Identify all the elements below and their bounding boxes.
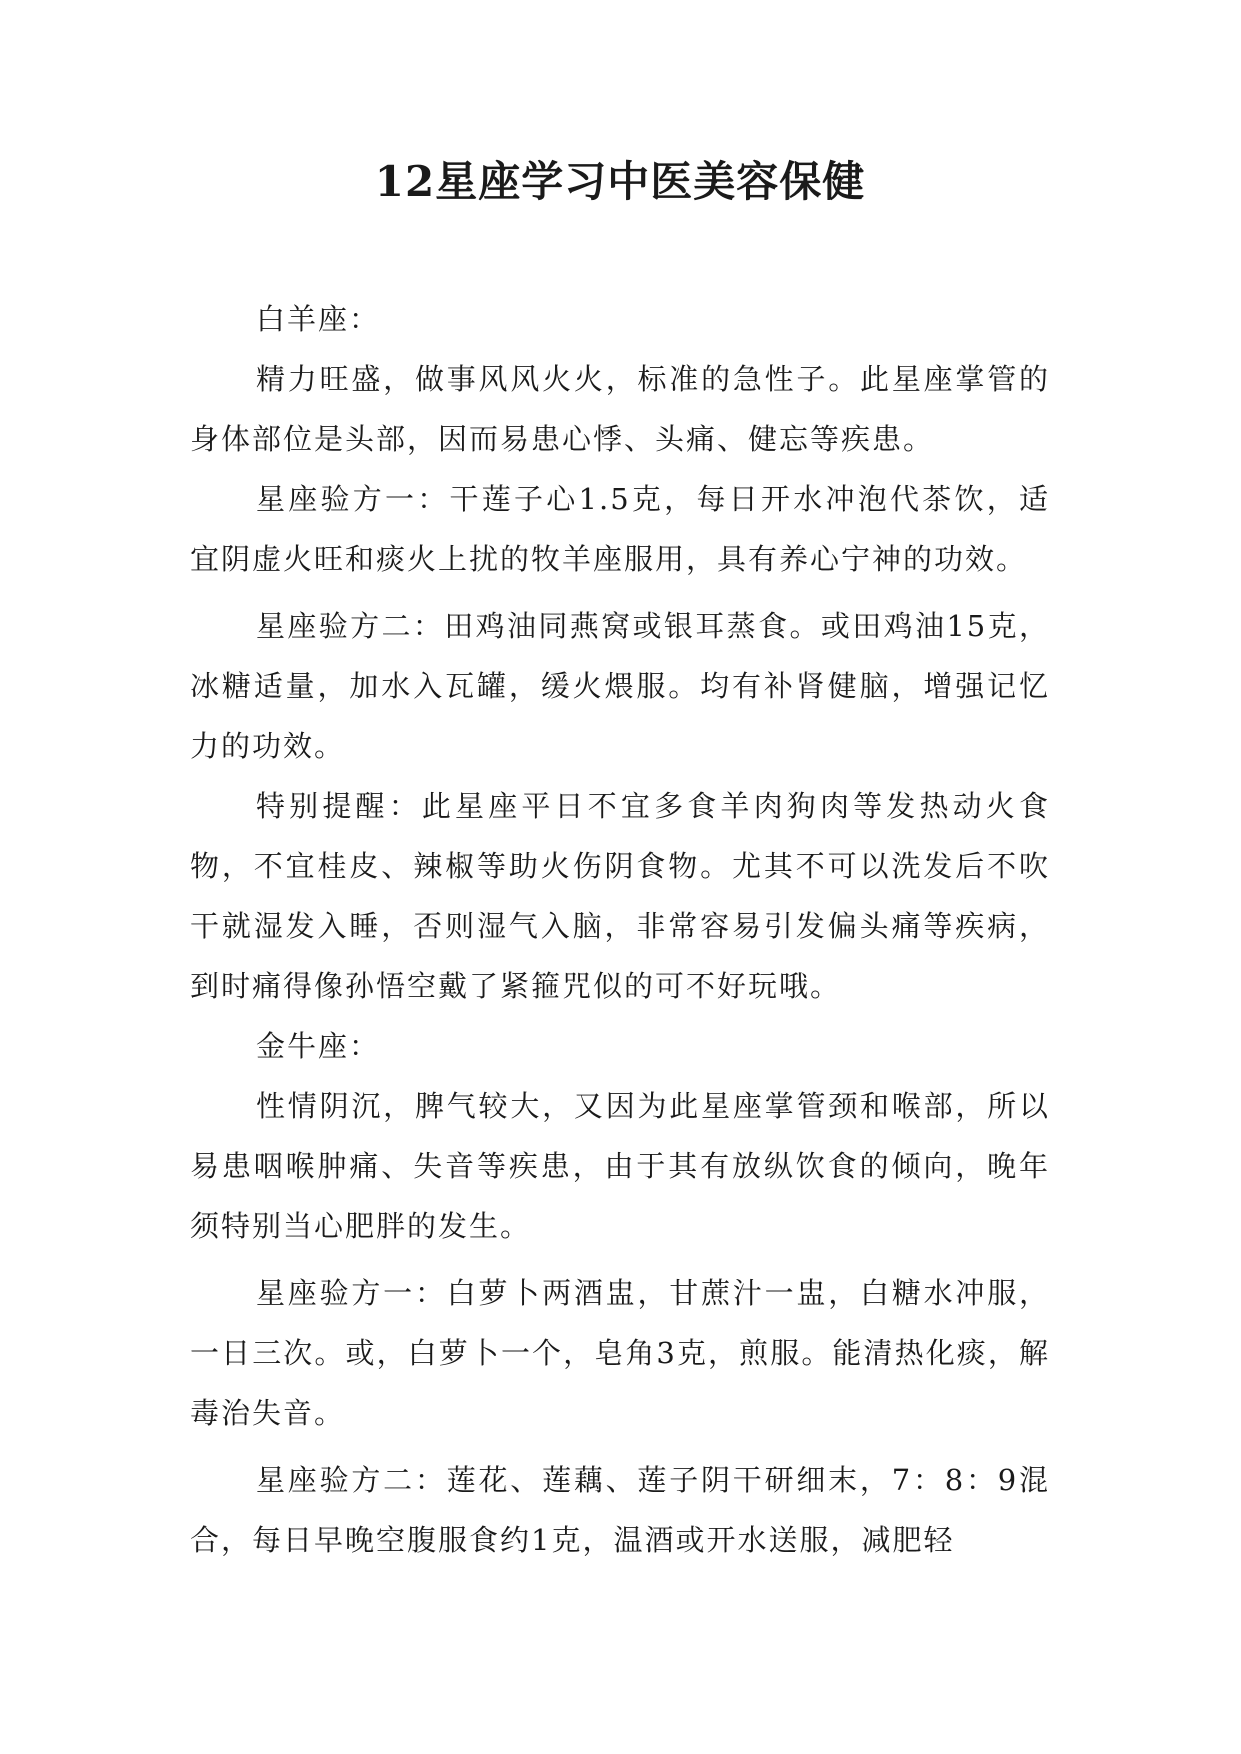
document-title: 12星座学习中医美容保健 <box>374 157 866 206</box>
document-page <box>190 0 1050 1754</box>
paragraph-taurus-remedy-2: 星座验方二：莲花、莲藕、莲子阴干研细末，7：8：9混合，每日早晚空腹服食约1克，温酒或开水送服，减肥轻 <box>190 1463 1050 1557</box>
paragraph-aries-remedy-1: 星座验方一：干莲子心1.5克，每日开水冲泡代茶饮，适宜阴虚火旺和痰火上扰的牧羊座服用，具有养心宁神的功效。 <box>190 482 1050 576</box>
paragraph-aries-reminder: 特别提醒：此星座平日不宜多食羊肉狗肉等发热动火食物，不宜桂皮、辣椒等助火伤阴食物。尤其不可以洗发后不吹干就湿发入睡，否则湿气入脑，非常容易引发偏头痛等疾病，到时痛得像孙悟空戴了紧箍咒似的可不好玩哦。 <box>190 789 1050 1003</box>
paragraph-taurus-remedy-1: 星座验方一：白萝卜两酒盅，甘蔗汁一盅，白糖水冲服，一日三次。或，白萝卜一个，皂角3克，煎服。能清热化痰，解毒治失音。 <box>190 1276 1050 1430</box>
paragraph-aries-heading: 白羊座： <box>256 302 381 336</box>
paragraph-aries-intro: 精力旺盛，做事风风火火，标准的急性子。此星座掌管的身体部位是头部，因而易患心悸、头痛、健忘等疾患。 <box>190 362 1050 456</box>
paragraph-aries-remedy-2: 星座验方二：田鸡油同燕窝或银耳蒸食。或田鸡油15克，冰糖适量，加水入瓦罐，缓火煨服。均有补肾健脑，增强记忆力的功效。 <box>190 609 1050 763</box>
paragraph-taurus-heading: 金牛座： <box>256 1029 381 1063</box>
paragraph-taurus-intro: 性情阴沉，脾气较大，又因为此星座掌管颈和喉部，所以易患咽喉肿痛、失音等疾患，由于其有放纵饮食的倾向，晚年须特别当心肥胖的发生。 <box>190 1089 1050 1243</box>
document-body <box>190 289 1050 1570</box>
